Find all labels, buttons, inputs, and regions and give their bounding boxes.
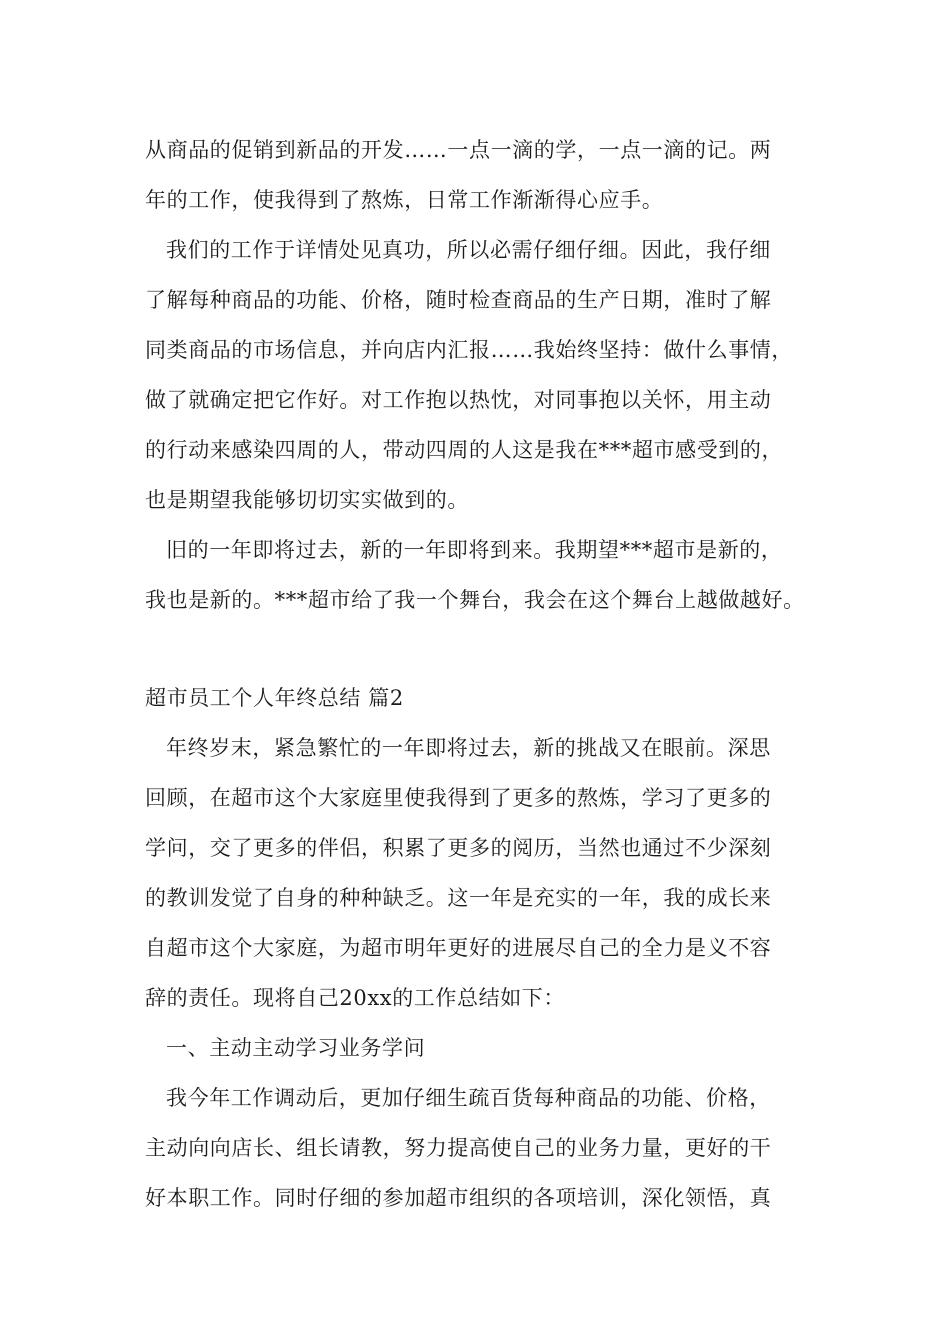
- paragraph-line: 学问，交了更多的伴侣，积累了更多的阅历，当然也通过不少深刻: [145, 836, 772, 860]
- paragraph-line: 自超市这个大家庭，为超市明年更好的进展尽自己的全力是义不容: [145, 936, 772, 960]
- paragraph-line: 同类商品的市场信息，并向店内汇报……我始终坚持：做什么事情，: [145, 338, 793, 362]
- paragraph-line: 了解每种商品的功能、价格，随时检查商品的生产日期，准时了解: [145, 288, 772, 312]
- paragraph-line: 辞的责任。现将自己20xx的工作总结如下：: [145, 986, 566, 1010]
- paragraph-line: 做了就确定把它作好。对工作抱以热忱，对同事抱以关怀，用主动: [145, 388, 772, 412]
- subsection-heading: 一、主动主动学习业务学问: [166, 1036, 426, 1060]
- paragraph-line: 的行动来感染四周的人，带动四周的人这是我在***超市感受到的，: [145, 438, 784, 462]
- paragraph-line: 年的工作，使我得到了熬炼，日常工作渐渐得心应手。: [145, 188, 664, 212]
- paragraph-line: 年终岁末，紧急繁忙的一年即将过去，新的挑战又在眼前。深思: [166, 736, 771, 760]
- paragraph-line: 从商品的促销到新品的开发……一点一滴的学，一点一滴的记。两: [145, 138, 772, 162]
- paragraph-line: 回顾，在超市这个大家庭里使我得到了更多的熬炼，学习了更多的: [145, 786, 772, 810]
- paragraph-line: 我们的工作于详情处见真功，所以必需仔细仔细。因此，我仔细: [166, 238, 771, 262]
- paragraph-line: 我也是新的。***超市给了我一个舞台，我会在这个舞台上越做越好。: [145, 588, 805, 612]
- paragraph-line: 好本职工作。同时仔细的参加超市组织的各项培训，深化领悟，真: [145, 1186, 772, 1210]
- paragraph-line: 也是期望我能够切切实实做到的。: [145, 488, 469, 512]
- paragraph-line: 旧的一年即将过去，新的一年即将到来。我期望***超市是新的，: [166, 538, 783, 562]
- paragraph-line: 我今年工作调动后，更加仔细生疏百货每种商品的功能、价格，: [166, 1086, 771, 1110]
- paragraph-line: 主动向向店长、组长请教，努力提高使自己的业务力量，更好的干: [145, 1136, 772, 1160]
- section-heading: 超市员工个人年终总结 篇2: [145, 686, 404, 710]
- paragraph-line: 的教训发觉了自身的种种缺乏。这一年是充实的一年，我的成长来: [145, 886, 772, 910]
